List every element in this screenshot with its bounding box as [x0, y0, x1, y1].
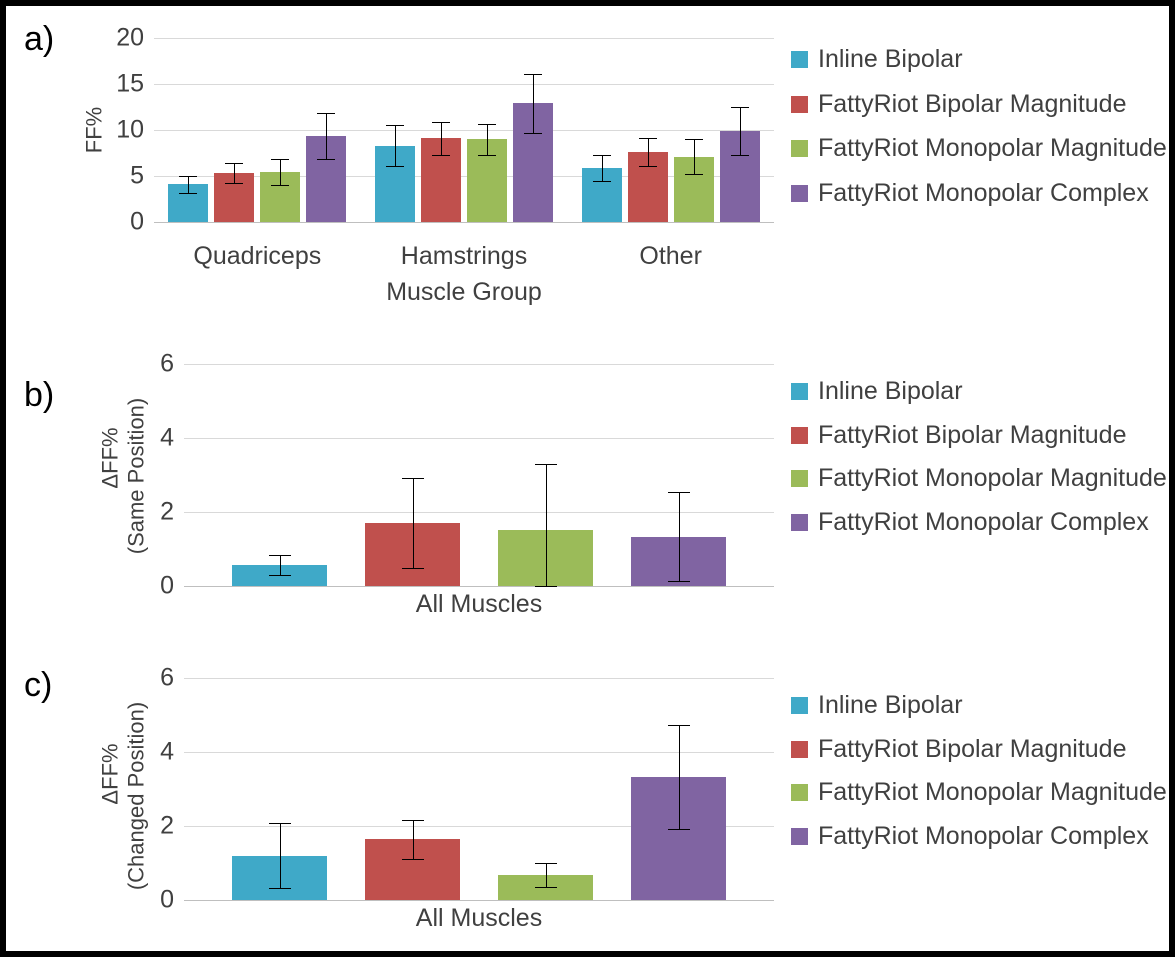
error-bar	[280, 823, 281, 887]
legend-label: Inline Bipolar	[818, 691, 963, 719]
legend-color-swatch	[791, 427, 808, 444]
legend-label: Inline Bipolar	[818, 377, 963, 405]
legend-item	[791, 823, 1167, 851]
error-bar-cap	[593, 181, 611, 182]
y-axis-label: ΔFF%	[97, 743, 123, 805]
gridline	[154, 222, 774, 223]
error-bar	[280, 555, 281, 576]
y-axis-label-line2: (Changed Position)	[123, 701, 149, 891]
legend-color-swatch	[791, 697, 808, 714]
error-bar-cap	[593, 155, 611, 156]
x-axis-tick-label: Hamstrings	[400, 242, 528, 270]
error-bar-cap	[639, 166, 657, 167]
error-bar-cap	[402, 478, 424, 479]
gridline	[154, 84, 774, 85]
error-bar-cap	[402, 568, 424, 569]
error-bar	[188, 176, 189, 193]
error-bar-cap	[535, 887, 557, 888]
error-bar-cap	[524, 133, 542, 134]
legend-item	[791, 378, 1167, 406]
legend-item	[791, 509, 1167, 537]
error-bar	[280, 159, 281, 185]
error-bar	[413, 820, 414, 859]
error-bar-cap	[478, 155, 496, 156]
gridline	[154, 130, 774, 131]
error-bar-cap	[269, 555, 291, 556]
error-bar-cap	[269, 575, 291, 576]
legend-label: FattyRiot Monopolar Complex	[818, 821, 1149, 850]
legend-color-swatch	[791, 96, 808, 113]
legend-item	[791, 91, 1167, 119]
error-bar	[234, 163, 235, 183]
legend-color-swatch	[791, 140, 808, 157]
error-bar-cap	[535, 586, 557, 587]
error-bar-cap	[432, 155, 450, 156]
legend-color-swatch	[791, 51, 808, 68]
plot-area-panel-1	[116, 23, 774, 236]
error-bar-cap	[731, 155, 749, 156]
error-bar-cap	[225, 183, 243, 184]
legend-label: FattyRiot Bipolar Magnitude	[818, 734, 1127, 763]
error-bar-cap	[668, 725, 690, 726]
legend-label: FattyRiot Monopolar Complex	[818, 178, 1149, 207]
error-bar	[533, 74, 534, 133]
y-axis-tick-label: 15	[116, 69, 144, 98]
error-bar-cap	[402, 859, 424, 860]
legend-item	[791, 465, 1167, 493]
error-bar-cap	[179, 193, 197, 194]
error-bar	[740, 107, 741, 155]
legend-item	[791, 692, 1167, 720]
gridline	[184, 678, 774, 679]
legend-panel-3	[791, 692, 1167, 866]
legend-item	[791, 46, 1167, 74]
error-bar	[487, 124, 488, 155]
panel-label-3: c)	[24, 666, 53, 704]
error-bar-cap	[685, 139, 703, 140]
legend-item	[791, 180, 1167, 208]
y-axis-tick-label: 0	[130, 207, 144, 236]
error-bar	[679, 725, 680, 829]
legend-color-swatch	[791, 514, 808, 531]
error-bar-cap	[269, 888, 291, 889]
y-axis-tick-label: 5	[130, 161, 144, 190]
error-bar-cap	[668, 492, 690, 493]
error-bar	[546, 464, 547, 586]
error-bar-cap	[685, 174, 703, 175]
gridline	[184, 438, 774, 439]
error-bar-cap	[731, 107, 749, 108]
legend-panel-1	[791, 46, 1167, 224]
legend-label: FattyRiot Monopolar Magnitude	[818, 134, 1167, 162]
error-bar-cap	[668, 581, 690, 582]
error-bar-cap	[179, 176, 197, 177]
legend-color-swatch	[791, 741, 808, 758]
legend-label: FattyRiot Bipolar Magnitude	[818, 89, 1127, 118]
x-axis-tick-label: Other	[639, 242, 702, 270]
legend-panel-2	[791, 378, 1167, 552]
legend-color-swatch	[791, 185, 808, 202]
x-axis-label: Muscle Group	[386, 278, 542, 306]
error-bar	[546, 863, 547, 887]
gridline	[184, 900, 774, 901]
x-axis-tick-label: Quadriceps	[193, 242, 322, 270]
legend-label: Inline Bipolar	[818, 45, 963, 73]
legend-item	[791, 135, 1167, 163]
plot-area-panel-2	[160, 349, 774, 600]
y-axis-tick-label: 6	[160, 663, 174, 692]
y-axis-tick-label: 0	[160, 571, 174, 600]
legend-item	[791, 779, 1167, 807]
error-bar-cap	[524, 74, 542, 75]
error-bar	[395, 125, 396, 165]
gridline	[184, 364, 774, 365]
y-axis-label-line2: (Same Position)	[123, 397, 149, 555]
error-bar-cap	[271, 185, 289, 186]
legend-item	[791, 736, 1167, 764]
x-axis-tick-label: All Muscles	[415, 904, 543, 932]
error-bar-cap	[269, 823, 291, 824]
error-bar-cap	[317, 159, 335, 160]
y-axis-tick-label: 2	[160, 811, 174, 840]
error-bar	[441, 122, 442, 155]
error-bar-cap	[432, 122, 450, 123]
error-bar	[602, 155, 603, 181]
legend-color-swatch	[791, 828, 808, 845]
error-bar-cap	[386, 166, 404, 167]
y-axis-tick-label: 6	[160, 349, 174, 378]
error-bar	[413, 478, 414, 568]
gridline	[184, 586, 774, 587]
y-axis-tick-label: 20	[116, 23, 144, 52]
y-axis-tick-label: 4	[160, 737, 174, 766]
error-bar	[694, 139, 695, 174]
y-axis-label: ΔFF%	[97, 427, 123, 489]
legend-label: FattyRiot Bipolar Magnitude	[818, 420, 1127, 449]
error-bar-cap	[639, 138, 657, 139]
error-bar-cap	[386, 125, 404, 126]
gridline	[184, 512, 774, 513]
legend-color-swatch	[791, 784, 808, 801]
error-bar	[648, 138, 649, 166]
legend-label: FattyRiot Monopolar Magnitude	[818, 464, 1167, 492]
y-axis-label: FF%	[81, 106, 107, 154]
error-bar-cap	[271, 159, 289, 160]
y-axis-tick-label: 4	[160, 423, 174, 452]
error-bar-cap	[535, 863, 557, 864]
error-bar-cap	[535, 464, 557, 465]
y-axis-tick-label: 2	[160, 497, 174, 526]
y-axis-tick-label: 0	[160, 885, 174, 914]
legend-label: FattyRiot Monopolar Magnitude	[818, 778, 1167, 806]
legend-color-swatch	[791, 383, 808, 400]
x-axis-tick-label: All Muscles	[415, 590, 543, 618]
panel-label-1: a)	[24, 20, 55, 58]
error-bar-cap	[402, 820, 424, 821]
plot-area-panel-3	[160, 663, 774, 914]
error-bar-cap	[478, 124, 496, 125]
error-bar-cap	[317, 113, 335, 114]
legend-item	[791, 422, 1167, 450]
error-bar	[679, 492, 680, 581]
gridline	[154, 38, 774, 39]
error-bar	[326, 113, 327, 159]
error-bar-cap	[668, 829, 690, 830]
legend-label: FattyRiot Monopolar Complex	[818, 507, 1149, 536]
y-axis-tick-label: 10	[116, 115, 144, 144]
legend-color-swatch	[791, 470, 808, 487]
panel-label-2: b)	[24, 376, 55, 414]
error-bar-cap	[225, 163, 243, 164]
gridline	[184, 752, 774, 753]
